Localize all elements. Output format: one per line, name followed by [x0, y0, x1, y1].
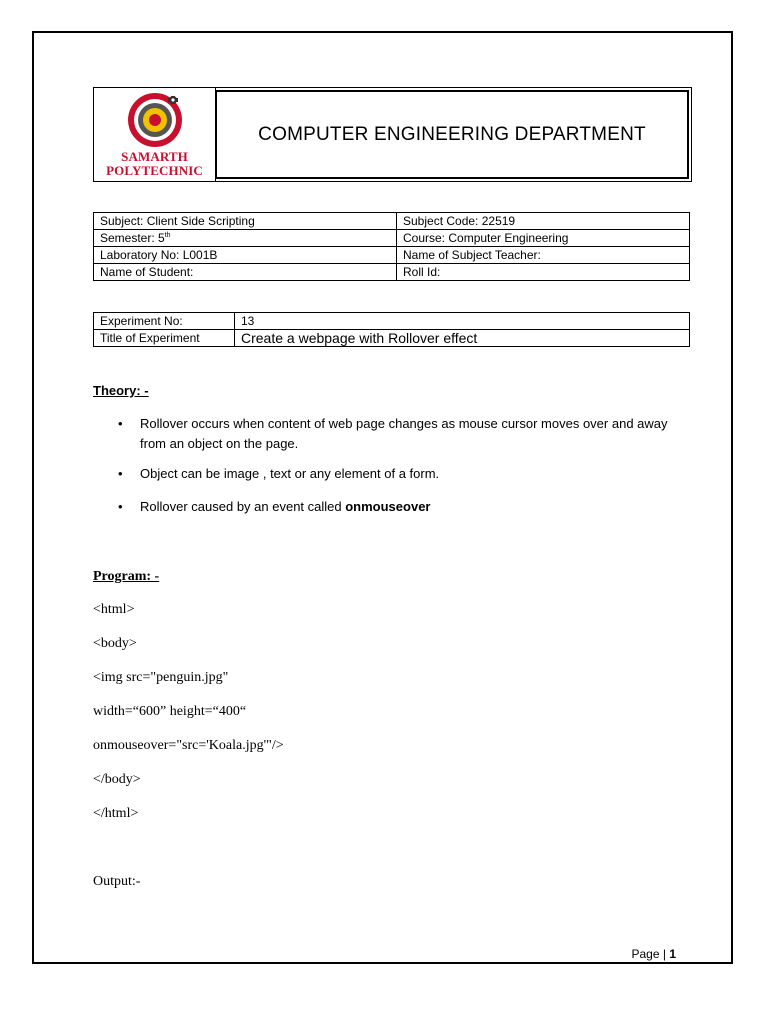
experiment-no-value: 13	[235, 313, 690, 330]
department-title: COMPUTER ENGINEERING DEPARTMENT	[258, 123, 646, 145]
code-line: width=“600” height=“400“	[93, 704, 247, 719]
samarth-logo-emblem-icon	[123, 90, 187, 150]
theory-heading: Theory: -	[93, 383, 149, 398]
table-row	[94, 313, 690, 330]
program-heading: Program: -	[93, 569, 160, 584]
experiment-no-label: Experiment No:	[94, 313, 235, 330]
code-line: <body>	[93, 636, 137, 651]
course-cell: Course: Computer Engineering	[397, 230, 690, 247]
logo-line1: SAMARTH	[121, 149, 188, 164]
lab-no-cell: Laboratory No: L001B	[94, 247, 397, 264]
code-line: <img src="penguin.jpg"	[93, 670, 229, 685]
department-cell	[216, 90, 689, 179]
theory-list	[118, 414, 688, 530]
list-item	[118, 464, 688, 484]
bullet-icon: •	[118, 499, 123, 514]
theory-point-1: Rollover occurs when content of web page changes as mouse cursor moves over and away from an object on the page.	[140, 416, 668, 451]
page-number: 1	[669, 947, 676, 961]
table-row	[94, 264, 690, 281]
code-line: <html>	[93, 602, 135, 617]
semester-text: Semester: 5	[100, 231, 165, 245]
experiment-title-value: Create a webpage with Rollover effect	[235, 330, 690, 347]
code-line: onmouseover="src='Koala.jpg'"/>	[93, 738, 284, 753]
page-footer	[632, 947, 677, 961]
code-line: </html>	[93, 806, 139, 821]
experiment-table	[93, 312, 690, 347]
page-label: Page |	[631, 947, 670, 961]
bullet-icon: •	[118, 466, 123, 481]
header-box	[93, 87, 692, 182]
theory-point-2: Object can be image , text or any element of a form.	[140, 466, 440, 481]
semester-superscript: th	[164, 232, 171, 239]
theory-point-3-prefix: Rollover caused by an event called	[140, 499, 346, 514]
table-row	[94, 330, 690, 347]
bullet-icon: •	[118, 416, 123, 431]
experiment-title-label: Title of Experiment	[94, 330, 235, 347]
output-label: Output:-	[93, 874, 141, 889]
list-item	[118, 497, 688, 517]
list-item	[118, 414, 688, 454]
roll-id-cell: Roll Id:	[397, 264, 690, 281]
subject-cell: Subject: Client Side Scripting	[94, 213, 397, 230]
semester-cell	[94, 230, 397, 247]
theory-point-3-keyword: onmouseover	[345, 499, 431, 514]
table-row	[94, 247, 690, 264]
table-row	[94, 213, 690, 230]
teacher-cell: Name of Subject Teacher:	[397, 247, 690, 264]
subject-info-table	[93, 212, 690, 281]
logo	[94, 88, 216, 181]
student-name-cell: Name of Student:	[94, 264, 397, 281]
table-row	[94, 230, 690, 247]
code-line: </body>	[93, 772, 141, 787]
logo-line2: POLYTECHNIC	[106, 163, 203, 178]
subject-code-cell: Subject Code: 22519	[397, 213, 690, 230]
